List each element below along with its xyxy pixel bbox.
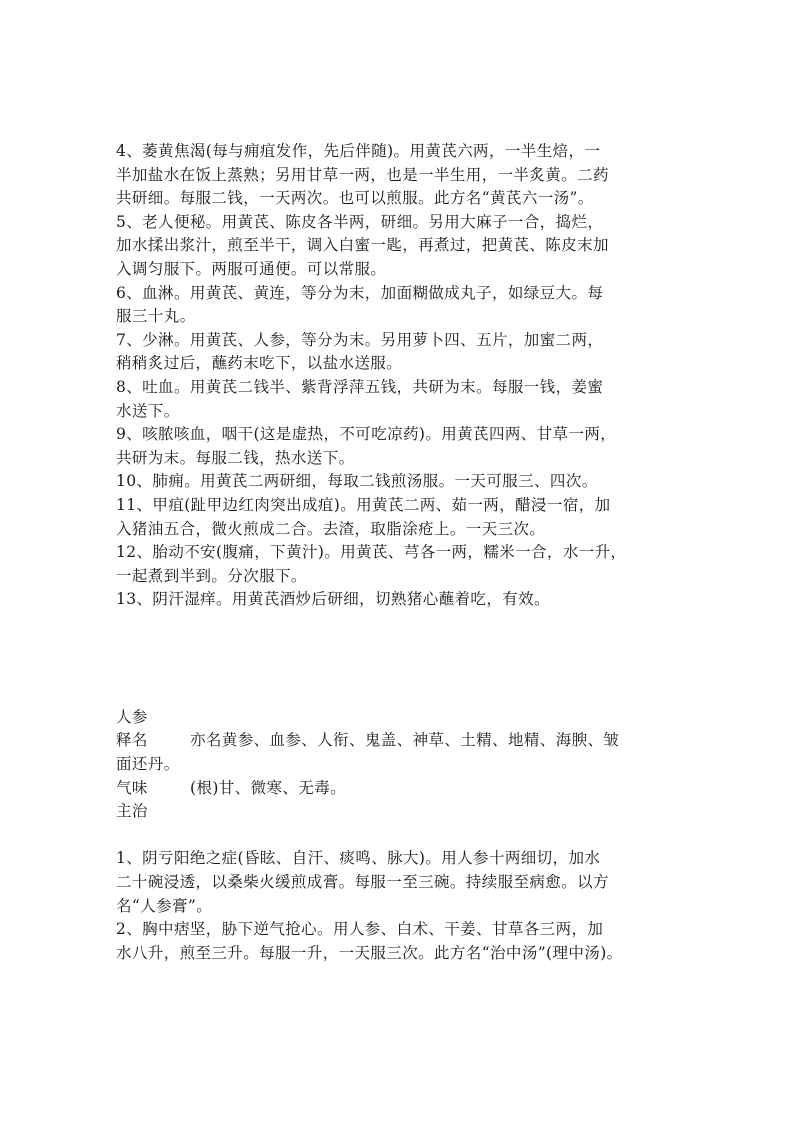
text-line: 二十碗浸透，以桑柴火缓煎成膏。每服一至三碗。持续服至病愈。以方 bbox=[116, 873, 609, 892]
text-line: 水八升，煎至三升。每服一升，一天服三次。此方名“治中汤”(理中汤)。 bbox=[116, 943, 623, 962]
alias-text: 亦名黄参、血参、人衔、鬼盖、神草、土精、地精、海腴、皱 bbox=[190, 731, 620, 750]
alias-continuation: 面还丹。 bbox=[116, 755, 180, 774]
text-line: 6、血淋。用黄芪、黄连，等分为末，加面糊做成丸子，如绿豆大。每 bbox=[116, 283, 604, 302]
text-line: 名“人参膏”。 bbox=[116, 896, 213, 915]
text-line: 入猪油五合，微火煎成二合。去渣，取脂涂疮上。一天三次。 bbox=[116, 519, 546, 538]
text-line: 2、胸中痞坚，胁下逆气抢心。用人参、白术、干姜、甘草各三两，加 bbox=[116, 920, 604, 939]
entry-heading: 人参 bbox=[116, 707, 148, 726]
text-line: 9、咳脓咳血，咽干(这是虚热，不可吃凉药)。用黄芪四两、甘草一两， bbox=[116, 425, 617, 444]
section-spacer bbox=[116, 612, 681, 706]
taste-text: (根)甘、微寒、无毒。 bbox=[190, 778, 346, 797]
paragraph-spacer bbox=[116, 824, 681, 848]
text-line: 4、萎黄焦渴(每与痈疽发作，先后伴随)。用黄芪六两，一半生焙，一 bbox=[116, 142, 601, 160]
text-line: 7、少淋。用黄芪、人参，等分为末。另用萝卜四、五片，加蜜二两， bbox=[116, 330, 604, 349]
text-line: 共研为末。每服二钱，热水送下。 bbox=[116, 448, 355, 467]
section-renshen bbox=[116, 706, 681, 966]
text-line: 12、胎动不安(腹痛，下黄汁)。用黄芪、芎各一两，糯米一合，水一升， bbox=[116, 543, 627, 562]
text-line: 共研细。每服二钱，一天两次。也可以煎服。此方名“黄芪六一汤”。 bbox=[116, 189, 594, 208]
text-line: 加水揉出浆汁，煎至半干，调入白蜜一匙，再煮过，把黄芪、陈皮末加 bbox=[116, 236, 609, 255]
text-line: 5、老人便秘。用黄芪、陈皮各半两，研细。另用大麻子一合，捣烂， bbox=[116, 212, 604, 231]
text-line: 服三十丸。 bbox=[116, 307, 196, 326]
document-page bbox=[116, 140, 681, 965]
text-line: 一起煮到半到。分次服下。 bbox=[116, 566, 307, 585]
text-line: 水送下。 bbox=[116, 401, 180, 420]
text-line: 半加盐水在饭上蒸熟；另用甘草一两，也是一半生用，一半炙黄。二药 bbox=[116, 165, 609, 184]
taste-label: 气味 bbox=[116, 778, 148, 797]
taste-row bbox=[116, 777, 681, 801]
text-line: 13、阴汗湿痒。用黄芪酒炒后研细，切熟猪心蘸着吃，有效。 bbox=[116, 590, 550, 609]
alias-label: 释名 bbox=[116, 731, 148, 750]
text-line: 11、甲疽(趾甲边红肉突出成疽)。用黄芪二两、茹一两，醋浸一宿，加 bbox=[116, 495, 611, 514]
text-line: 8、吐血。用黄芪二钱半、紫背浮萍五钱，共研为末。每服一钱，姜蜜 bbox=[116, 377, 604, 396]
text-line: 入调匀服下。两服可通便。可以常服。 bbox=[116, 259, 387, 278]
alias-row bbox=[116, 729, 681, 753]
text-line: 稍稍炙过后，蘸药末吃下，以盐水送服。 bbox=[116, 354, 403, 373]
indication-label: 主治 bbox=[116, 802, 148, 821]
text-line: 1、阴亏阳绝之症(昏眩、自汗、痰鸣、脉大)。用人参十两细切，加水 bbox=[116, 849, 601, 868]
section-huangqi-recipes bbox=[116, 140, 681, 612]
text-line: 10、肺痈。用黄芪二两研细，每取二钱煎汤服。一天可服三、四次。 bbox=[116, 472, 598, 491]
